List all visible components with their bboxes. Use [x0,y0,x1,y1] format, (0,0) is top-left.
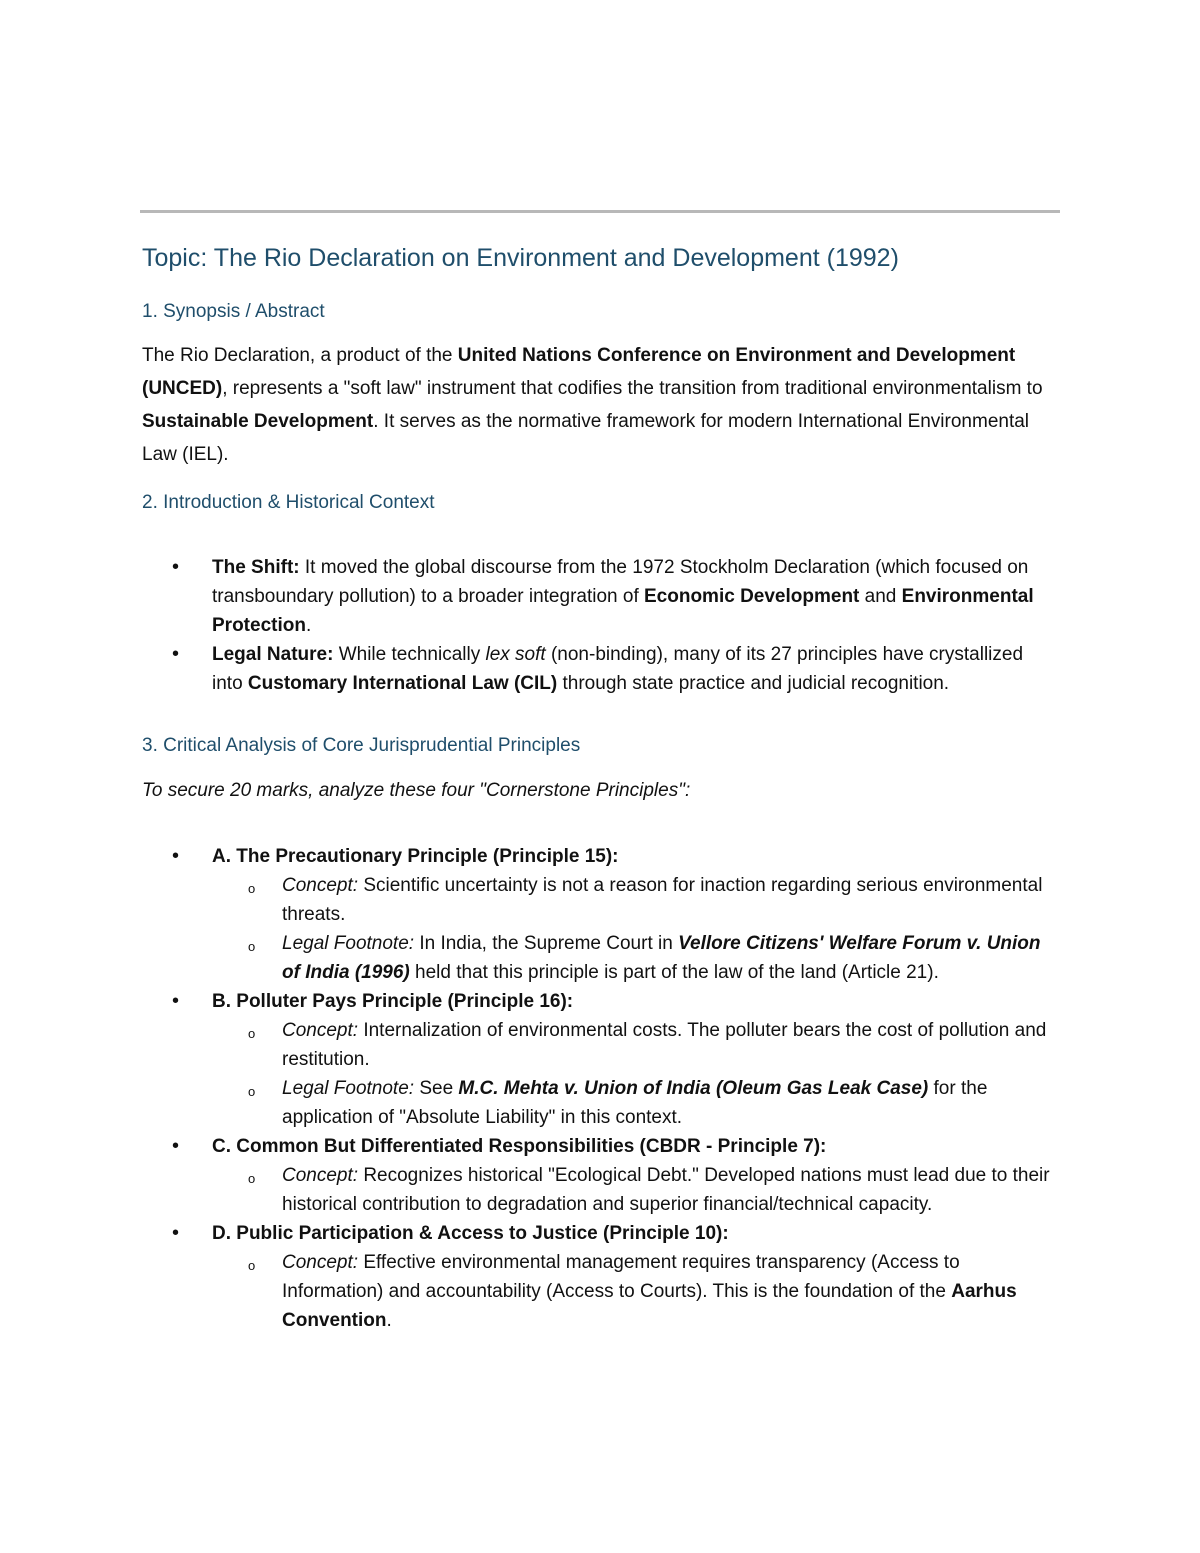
legal-bold: Customary International Law (CIL) [247,673,558,694]
principle-item [142,987,1052,1132]
principle-sublist [212,1161,1052,1219]
footnote-label: Legal Footnote: [282,1078,415,1099]
shift-text: It moved the global discourse from the 1972 Stockholm Declaration (which focused on transboundary pollution) to a broader integration of [212,557,1029,607]
legal-text: While technically [333,644,486,665]
synopsis-text: . It serves as the normative framework for modern International Environmental Law (IEL). [142,411,1030,465]
intro-item-shift [142,553,1052,640]
intro-heading: 2. Introduction & Historical Context [142,492,435,513]
footnote-text: held that this principle is part of the law of the land (Article 21). [409,962,939,983]
footnote-label: Legal Footnote: [282,933,415,954]
legal-text: (non-binding), many of its 27 principles have crystallized into [212,644,1024,694]
footnote-text: See [414,1078,459,1099]
synopsis-text: , represents a "soft law" instrument that codifies the transition from traditional environmentalism to [222,378,1043,399]
footnote-text: In India, the Supreme Court in [414,933,679,954]
synopsis-heading: 1. Synopsis / Abstract [142,301,325,322]
synopsis-sd: Sustainable Development [142,411,374,432]
analysis-heading: 3. Critical Analysis of Core Jurisprudential Principles [142,735,581,756]
principle-title: B. Polluter Pays Principle (Principle 16): [212,991,574,1012]
footnote-item [212,929,1052,987]
synopsis-paragraph [142,339,1052,471]
shift-text: . [305,615,312,636]
case-citation: M.C. Mehta v. Union of India (Oleum Gas Leak Case) [458,1078,929,1099]
shift-bold: Environmental Protection [212,586,1034,636]
footnote-item [212,1074,1052,1132]
intro-list [142,553,1052,698]
concept-item [212,1161,1052,1219]
concept-item [212,871,1052,929]
horizontal-rule [140,210,1060,213]
principle-item [142,1132,1052,1219]
principle-title: A. The Precautionary Principle (Principle 15): [212,846,619,867]
concept-item [212,1016,1052,1074]
principle-sublist [212,871,1052,987]
intro-item-legal [142,640,1052,698]
shift-text: and [859,586,902,607]
concept-text: Internalization of environmental costs. The polluter bears the cost of pollution and restitution. [282,1020,1047,1070]
concept-label: Concept: [282,1252,359,1273]
document-body [142,236,1052,1335]
synopsis-unced: United Nations Conference on Environment and Development (UNCED) [142,345,1016,399]
concept-text: Scientific uncertainty is not a reason for inaction regarding serious environmental threats. [282,875,1043,925]
footnote-text: for the application of "Absolute Liability" in this context. [282,1078,988,1128]
concept-item [212,1248,1052,1335]
principle-item [142,1219,1052,1335]
page-title: Topic: The Rio Declaration on Environment and Development (1992) [142,244,899,272]
principle-sublist [212,1016,1052,1132]
analysis-intro: To secure 20 marks, analyze these four "Cornerstone Principles": [142,780,691,801]
concept-label: Concept: [282,1165,359,1186]
shift-bold: Economic Development [644,586,860,607]
principle-sublist [212,1248,1052,1335]
concept-label: Concept: [282,1020,359,1041]
legal-italic: lex soft [485,644,546,665]
principle-item [142,842,1052,987]
concept-text: . [386,1310,392,1331]
concept-text: Effective environmental management requires transparency (Access to Information) and accountability (Access to Courts). This is the foundation of the [282,1252,960,1302]
legal-text: through state practice and judicial recognition. [557,673,950,694]
principle-title: D. Public Participation & Access to Justice (Principle 10): [212,1223,729,1244]
concept-text: Recognizes historical "Ecological Debt." Developed nations must lead due to their historical contribution to degradation and superior financial/technical capacity. [282,1165,1050,1215]
aarhus-convention: Aarhus Convention [282,1281,1017,1331]
shift-label: The Shift: [212,557,300,578]
principles-list [142,842,1052,1335]
case-citation: Vellore Citizens' Welfare Forum v. Union of India (1996) [282,933,1041,983]
concept-label: Concept: [282,875,359,896]
legal-label: Legal Nature: [212,644,334,665]
principle-title: C. Common But Differentiated Responsibilities (CBDR - Principle 7): [212,1136,827,1157]
synopsis-text: The Rio Declaration, a product of the [142,345,458,366]
